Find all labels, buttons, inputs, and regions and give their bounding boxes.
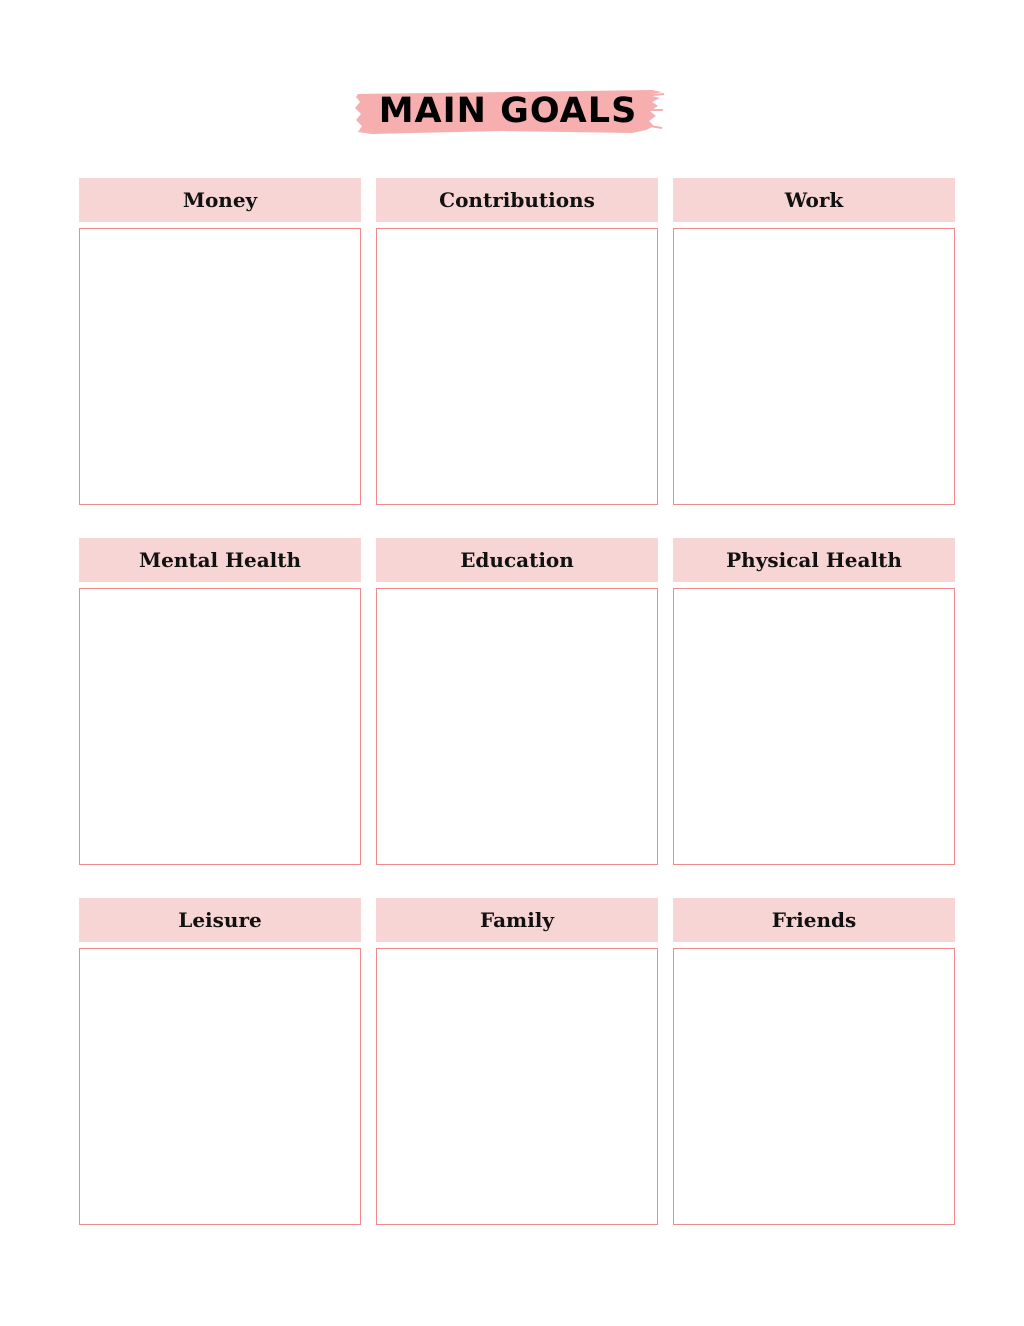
goal-writing-area[interactable] [376,948,658,1225]
goal-card-physical-health [673,538,955,865]
goal-writing-area[interactable] [79,228,361,505]
goal-header: Leisure [79,898,361,942]
goal-card-education [376,538,658,865]
goal-card-leisure [79,898,361,1225]
goal-card-contributions [376,178,658,505]
goal-header: Family [376,898,658,942]
goal-header: Money [79,178,361,222]
goal-writing-area[interactable] [376,228,658,505]
goal-card-family [376,898,658,1225]
page-title: MAIN GOALS [378,91,638,131]
goals-grid [79,178,955,1225]
goal-card-work [673,178,955,505]
goal-header: Work [673,178,955,222]
goal-writing-area[interactable] [673,588,955,865]
title-banner [352,86,664,136]
goal-header: Education [376,538,658,582]
goal-writing-area[interactable] [79,588,361,865]
goal-card-money [79,178,361,505]
goal-header: Mental Health [79,538,361,582]
goal-writing-area[interactable] [79,948,361,1225]
goal-header: Contributions [376,178,658,222]
goal-writing-area[interactable] [673,228,955,505]
goal-writing-area[interactable] [673,948,955,1225]
goal-card-mental-health [79,538,361,865]
goal-card-friends [673,898,955,1225]
goal-header: Physical Health [673,538,955,582]
goal-header: Friends [673,898,955,942]
goal-writing-area[interactable] [376,588,658,865]
